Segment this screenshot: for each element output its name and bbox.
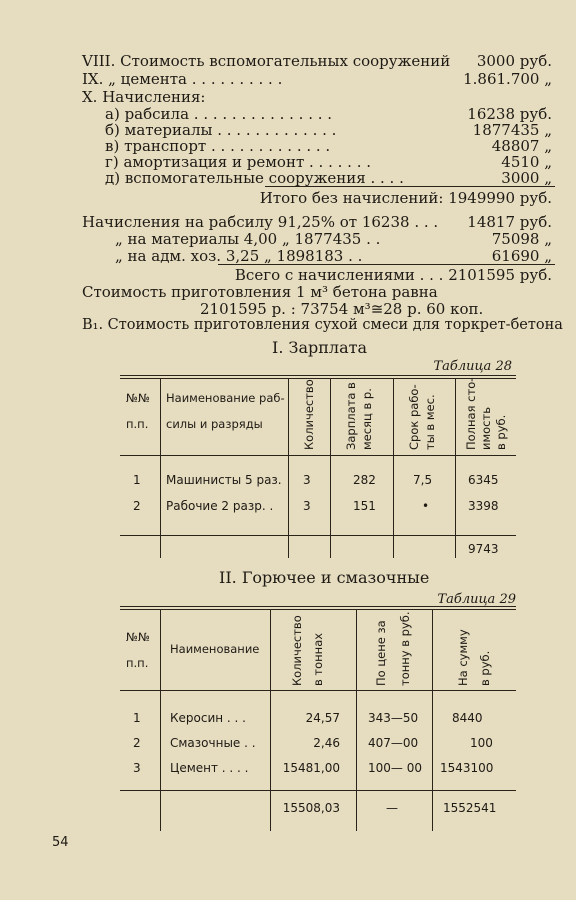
accrual-value: 3000 „ (501, 169, 552, 187)
table29-total-qty: 15508,03 (282, 801, 340, 815)
subtotal-rule (265, 186, 555, 187)
table28-row-term: • (422, 499, 430, 513)
charge-label: „ на материалы 4,00 „ 1877435 . . (115, 230, 381, 248)
table29-col-line (432, 609, 433, 831)
accrual-label: б) материалы . . . . . . . . . . . . . (105, 121, 337, 139)
table29-head-num: №№ (126, 630, 150, 644)
line-ix-label: IX. „ цемента . . . . . . . . . . (82, 70, 283, 88)
table28-row-full: 6345 (468, 473, 499, 487)
table28-row-name: Рабочие 2 разр. . (166, 499, 274, 513)
total-line: Всего с начислениями . . . 2101595 руб. (234, 266, 552, 284)
table29-row-name: Смазочные . . (170, 736, 256, 750)
table28-head-term: ты в мес. (423, 394, 437, 450)
table28-row-qty: 3 (303, 499, 311, 513)
charge-value: 61690 „ (491, 247, 552, 265)
accrual-label: а) рабсила . . . . . . . . . . . . . . . (105, 105, 333, 123)
table29-col-line (160, 609, 161, 831)
table28-caption: Таблица 28 (433, 359, 512, 374)
table28-head-name: Наименование раб- (166, 391, 285, 405)
table29-row-num: 1 (133, 711, 141, 725)
total-rule (218, 264, 555, 265)
accrual-label: в) транспорт . . . . . . . . . . . . . (105, 137, 331, 155)
line-viii-value: 3000 руб. (476, 52, 552, 70)
accrual-value: 1877435 „ (472, 121, 552, 139)
table29-head-name: Наименование (170, 642, 260, 656)
table28-row-qty: 3 (303, 473, 311, 487)
accrual-label: г) амортизация и ремонт . . . . . . . (105, 153, 372, 171)
section-title-fuel: II. Горючее и смазочные (219, 568, 430, 587)
table29-col-line (356, 609, 357, 831)
table28-head-wage: месяц в р. (360, 388, 374, 450)
table28-col-line (160, 378, 161, 558)
table29-head-price: По цене за (374, 620, 388, 686)
table29-header-rule (120, 690, 516, 691)
table29-top-rule-2 (120, 609, 516, 610)
table29-top-rule (120, 606, 516, 607)
table29-body-rule (120, 790, 516, 791)
cost-line-1: Стоимость приготовления 1 м³ бетона равна (82, 283, 438, 301)
table28-head-num: №№ (126, 391, 150, 405)
table29-row-name: Цемент . . . . (170, 761, 249, 775)
charge-label: „ на адм. хоз. 3,25 „ 1898183 . . (115, 247, 363, 265)
table28-row-name: Машинисты 5 раз. (166, 473, 282, 487)
table28-header-rule (120, 455, 516, 456)
table28-head-wage: Зарплата в (344, 382, 358, 450)
table29-col-line (270, 609, 271, 831)
table29-head-qty: Количество (290, 615, 304, 686)
table29-row-num: 2 (133, 736, 141, 750)
table29-row-qty: 15481,00 (282, 761, 340, 775)
table28-head-full: Полная сто- (464, 377, 478, 450)
cost-line-2: 2101595 р. : 73754 м³≅28 р. 60 коп. (200, 300, 484, 318)
charge-label: Начисления на рабсилу 91,25% от 16238 . . . (82, 213, 439, 231)
table28-top-rule-2 (120, 378, 516, 379)
table29-total-sum: 1552541 (443, 801, 497, 815)
table28-col-line (288, 378, 289, 558)
table28-row-wage: 151 (353, 499, 376, 513)
table29-head-sum: в руб. (478, 650, 492, 686)
table29-row-sum: 1543100 (440, 761, 494, 775)
table28-head-name: силы и разряды (166, 417, 263, 431)
table28-row-num: 1 (133, 473, 141, 487)
table29-head-qty: в тоннах (311, 632, 325, 686)
table29-row-price: 100— 00 (368, 761, 422, 775)
table29-row-qty: 2,46 (313, 736, 340, 750)
accrual-value: 48807 „ (491, 137, 552, 155)
charge-value: 14817 руб. (467, 213, 552, 231)
table29-row-price: 343—50 (368, 711, 419, 725)
table28-row-full: 3398 (468, 499, 499, 513)
table28-col-line (393, 378, 394, 558)
table29-row-sum: 8440 (452, 711, 483, 725)
table29-total-price: — (386, 801, 398, 815)
line-viii-label: VIII. Стоимость вспомогательных сооружений (82, 52, 451, 70)
table28-col-line (455, 378, 456, 558)
line-x-label: X. Начисления: (82, 88, 206, 106)
line-ix-value: 1.861.700 „ (463, 70, 552, 88)
table29-row-qty: 24,57 (305, 711, 340, 725)
table28-head-full: в руб. (494, 414, 508, 450)
table28-head-full: имость (479, 407, 493, 450)
table28-row-wage: 282 (353, 473, 376, 487)
table28-top-rule (120, 375, 516, 376)
table29-head-price: тонну в руб. (398, 611, 412, 686)
table28-col-line (330, 378, 331, 558)
table28-body-rule (120, 535, 516, 536)
table29-head-sum: На сумму (456, 629, 470, 686)
table28-head-term: Срок рабо- (407, 384, 421, 450)
b1-heading: В₁. Стоимость приготовления сухой смеси для торкрет-бетона (82, 317, 563, 333)
charge-value: 75098 „ (491, 230, 552, 248)
table29-row-price: 407—00 (368, 736, 419, 750)
accrual-value: 4510 „ (501, 153, 552, 171)
accrual-label: д) вспомогательные сооружения . . . . (105, 169, 404, 187)
table28-head-num: п.п. (126, 417, 149, 431)
subtotal-line: Итого без начислений: 1949990 руб. (259, 189, 552, 207)
table28-row-num: 2 (133, 499, 141, 513)
table29-head-num: п.п. (126, 656, 149, 670)
accrual-value: 16238 руб. (467, 105, 552, 123)
table28-head-qty: Количество (302, 379, 316, 450)
section-title-wages: I. Зарплата (272, 338, 367, 357)
table29-row-name: Керосин . . . (170, 711, 246, 725)
table28-row-term: 7,5 (413, 473, 433, 487)
table29-row-num: 3 (133, 761, 141, 775)
table29-caption: Таблица 29 (437, 592, 516, 607)
page-number: 54 (52, 835, 69, 850)
table29-row-sum: 100 (470, 736, 493, 750)
table28-total: 9743 (468, 542, 499, 556)
